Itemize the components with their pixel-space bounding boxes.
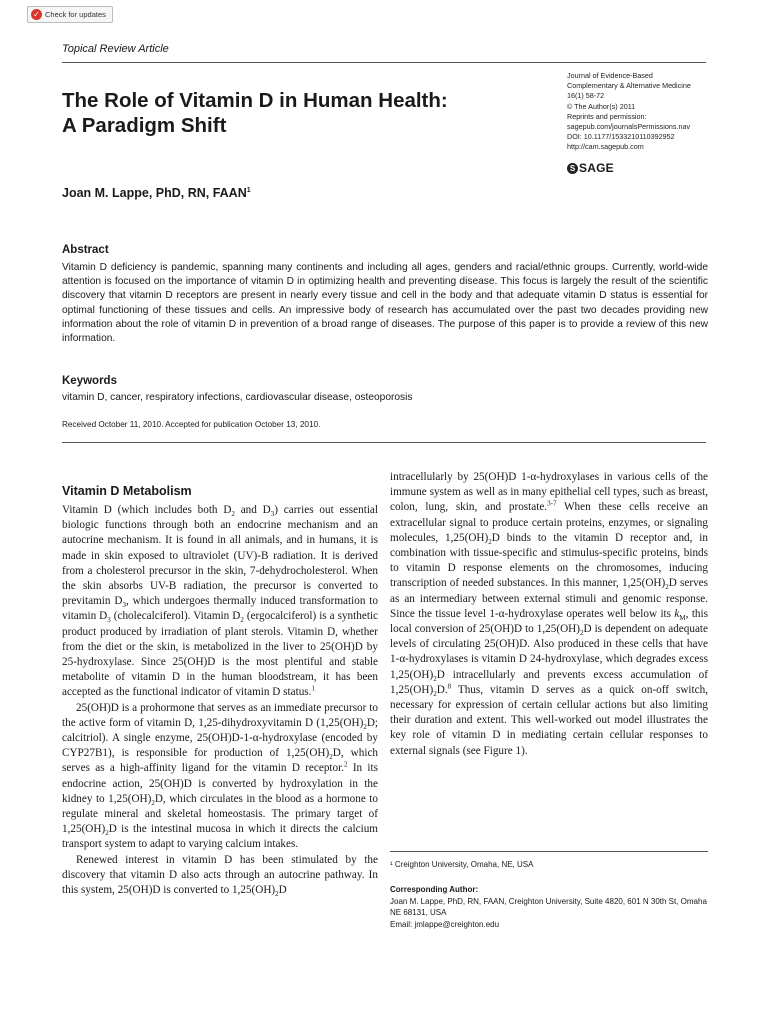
reprints-label: Reprints and permission:	[567, 111, 647, 121]
footnote-rule	[390, 851, 708, 852]
section-rule	[62, 442, 706, 443]
body-paragraph: 25(OH)D is a prohormone that serves as an immediate precursor to the active form of vitamin D, 1,25-dihydroxyvitamin D ($1,25(OH)_2D$; calcitriol). A single enzyme, 25(OH)D-1-α-hydroxylase (encoded by CYP27B1), is responsible for production of $1,25(OH)_2D$, which serves as a high-affinity ligand for the vitamin D receptor.$^2$ In its endocrine action, 25(OH)D is converted by hydroxylation in the kidney to $1,25(OH)_2D$, which circulates in the blood as a hormone to regulate mineral and skeletal homeostasis. The primary target of $1,25(OH)_2D$ is the intestinal mucosa in which it directs the calcium transport system to adapt to varying calcium intakes.	[62, 701, 379, 851]
journal-volume: 16(1) 58-72	[567, 91, 605, 101]
body-column-left	[62, 503, 378, 898]
check-for-updates-label: Check for updates	[45, 10, 106, 19]
publisher-logo	[567, 161, 614, 175]
doi[interactable]: DOI: 10.1177/1533210110392952	[567, 132, 675, 142]
corresponding-author-email[interactable]: Email: jmlappe@creighton.edu	[390, 919, 500, 929]
corresponding-author	[390, 884, 720, 930]
journal-name-line-2: Complementary & Alternative Medicine	[567, 81, 691, 91]
body-paragraph: Renewed interest in vitamin D has been stimulated by the discovery that vitamin D also acts through an autocrine pathway. In this system, 25(OH)D is converted to $1,25(OH)_2D$	[62, 853, 378, 899]
body-paragraph: intracellularly by 25(OH)D 1-α-hydroxylases in various cells of the immune system as well as in many epithelial cell types, such as breast, colon, lung, skin, and prostate.$^{3-7}$ When these cells receive an extracellular signal to produce certain proteins, enzymes, or signaling molecules, $1,25(OH)_2D$ binds to the vitamin D receptor and, in combination with tissue-specific and stimulus-specific proteins, binds to vitamin D response elements on the chromosomes, inducing transcription of needed substances. In this manner, $1,25(OH)_2D$ serves as an intermediary between external stimuli and genomic response. Since the tissue level 1-α-hydroxylase operates well below its $k_M$, this local conversion of 25(OH)D to $1,25(OH)_2D$ is dependent on adequate levels of circulating 25(OH)D. Also produced in these cells that have 1-α-hydroxylases is vitamin D 24-hydroxylase, which degrades excess $1,25(OH)_2D$ intracellularly and prevents excess accumulation of $1,25(OH)_2D.^8$ Thus, vitamin D serves as a quick on-off switch, necessary for expression of certain cellular actions but also limiting their duration and extent. This well-worked out model illustrates the key role of vitamin D in mediating certain cellular responses to external signals (see Figure 1).	[390, 471, 709, 757]
section-heading: Vitamin D Metabolism	[62, 484, 192, 498]
header-rule	[62, 62, 706, 63]
corresponding-author-address: Joan M. Lappe, PhD, RN, FAAN, Creighton University, Suite 4820, 601 N 30th St, Omaha NE 68131, USA	[390, 896, 707, 917]
journal-metadata	[567, 71, 737, 153]
sage-logo-icon: S	[567, 163, 578, 174]
keywords-heading: Keywords	[62, 375, 117, 387]
title-line-1: The Role of Vitamin D in Human Health:	[62, 89, 448, 112]
body-column-right	[390, 470, 708, 759]
article-title	[62, 88, 542, 138]
article-type: Topical Review Article	[62, 43, 169, 55]
journal-name-line-1: Journal of Evidence-Based	[567, 71, 653, 80]
corresponding-author-heading: Corresponding Author:	[390, 885, 479, 894]
reprints-link[interactable]: sagepub.com/journalsPermissions.nav	[567, 122, 691, 132]
publisher-name: SAGE	[579, 161, 614, 175]
check-for-updates-badge[interactable]	[27, 6, 113, 23]
keywords-text: vitamin D, cancer, respiratory infections, cardiovascular disease, osteoporosis	[62, 392, 413, 403]
crossmark-icon: ✓	[31, 9, 42, 20]
affiliation-footnote: ¹ Creighton University, Omaha, NE, USA	[390, 860, 534, 869]
journal-site-link[interactable]: http://cam.sagepub.com	[567, 142, 644, 152]
copyright: © The Author(s) 2011	[567, 101, 636, 111]
author-line	[62, 186, 251, 200]
author-affiliation-mark: 1	[246, 186, 251, 194]
received-dates: Received October 11, 2010. Accepted for publication October 13, 2010.	[62, 420, 321, 429]
abstract-heading: Abstract	[62, 244, 109, 256]
author-name: Joan M. Lappe, PhD, RN, FAAN	[62, 186, 247, 200]
abstract-text: Vitamin D deficiency is pandemic, spanning many continents and including all ages, genders and racial/ethnic groups. Currently, world-wide attention is focused on the importance of vitamin D in optimizing health and preventing disease. This focus is largely the result of the scientific discovery that vitamin D receptors are present in nearly every tissue and cell in the body and that adequate vitamin D status is essential for optimal functioning of these tissues and cells. An impressive body of research has accumulated over the past two decades providing new information about the role of vitamin D in prevention of a broad range of diseases. The purpose of this paper is to provide a review of this new information.	[62, 262, 708, 345]
title-line-2: A Paradigm Shift	[62, 114, 227, 137]
body-paragraph: Vitamin D (which includes both $D_2$ and $D_3$) carries out essential biologic functions through both an endocrine mechanism and an autocrine mechanism. It is found in all animals, and in humans, it is made in skin exposed to ultraviolet (UV)-B radiation. It is derived from a cholesterol precursor in the skin, 7-dehydrocholesterol. When the skin absorbs UV-B radiation, the precursor is converted to previtamin $D_3$, which undergoes thermally induced transformation to vitamin $D_3$ (cholecalciferol). Vitamin $D_2$ (ergocalciferol) is a synthetic product produced by irradiation of plant sterols. Vitamin D, whether from the diet or the skin, is metabolized in the liver to 25(OH)D by 25-hydroxylase. Since 25(OH)D is the most plentiful and stable metabolite of vitamin D in the human bloodstream, it has been accepted as the functional indicator of vitamin D status.$^1$	[62, 504, 379, 699]
